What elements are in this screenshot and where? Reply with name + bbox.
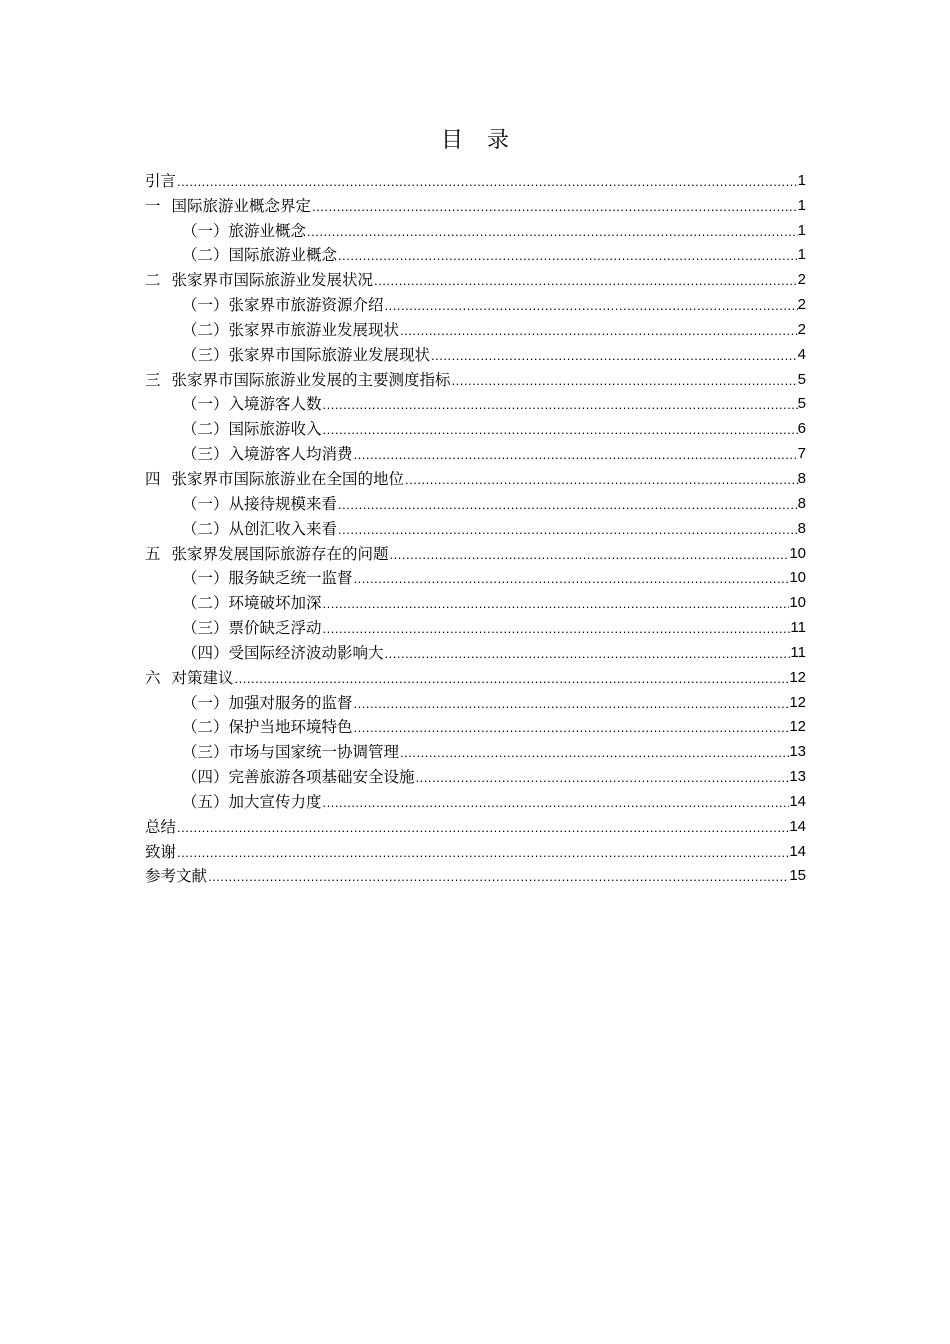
toc-dot-leader bbox=[322, 595, 790, 613]
toc-entry-label: 张家界发展国际旅游存在的问题 bbox=[171, 544, 389, 563]
toc-entry-label: 张家界市旅游资源介绍 bbox=[228, 296, 384, 315]
toc-dot-leader bbox=[176, 819, 789, 837]
toc-entry[interactable] bbox=[145, 439, 806, 464]
toc-page-number: 6 bbox=[797, 420, 806, 438]
toc-entry[interactable] bbox=[145, 340, 806, 365]
toc-page-number: 12 bbox=[789, 718, 806, 736]
toc-page-number: 8 bbox=[797, 519, 806, 537]
toc-entry[interactable] bbox=[145, 241, 806, 266]
toc-entry[interactable] bbox=[145, 613, 806, 638]
toc-entry-label: 国际旅游收入 bbox=[228, 420, 322, 439]
toc-entry[interactable] bbox=[145, 812, 806, 837]
toc-entry-label: 受国际经济波动影响大 bbox=[228, 643, 384, 662]
toc-entry-number: （一） bbox=[182, 296, 229, 315]
toc-dot-leader bbox=[322, 620, 791, 638]
table-of-contents bbox=[145, 166, 806, 886]
toc-page-number: 13 bbox=[789, 768, 806, 786]
toc-page-number: 10 bbox=[789, 594, 806, 612]
toc-page-number: 4 bbox=[797, 345, 806, 363]
toc-entry-number: （四） bbox=[182, 768, 229, 787]
page-title-char: 目 bbox=[440, 128, 463, 153]
toc-dot-leader bbox=[311, 198, 798, 216]
toc-dot-leader bbox=[176, 844, 789, 862]
toc-page-number: 1 bbox=[797, 196, 806, 214]
toc-page-number: 12 bbox=[789, 668, 806, 686]
toc-entry-label: 入境游客人数 bbox=[228, 395, 322, 414]
toc-entry[interactable] bbox=[145, 837, 806, 862]
toc-page-number: 11 bbox=[790, 619, 806, 637]
toc-page-number: 14 bbox=[789, 842, 806, 860]
toc-entry-label: 市场与国家统一协调管理 bbox=[228, 743, 400, 762]
toc-dot-leader bbox=[353, 570, 790, 588]
toc-page-number: 5 bbox=[797, 395, 806, 413]
toc-entry[interactable] bbox=[145, 265, 806, 290]
toc-entry-label: 环境破坏加深 bbox=[228, 594, 322, 613]
toc-entry-number: 五 bbox=[145, 544, 161, 563]
toc-page-number: 8 bbox=[797, 469, 806, 487]
toc-entry-number: （二） bbox=[182, 718, 229, 737]
toc-entry-number: 一 bbox=[145, 196, 161, 215]
toc-entry-label: 国际旅游业概念界定 bbox=[171, 196, 312, 215]
toc-entry[interactable] bbox=[145, 191, 806, 216]
toc-entry-label: 张家界市国际旅游业在全国的地位 bbox=[171, 469, 405, 488]
toc-entry-number: （一） bbox=[182, 395, 229, 414]
toc-entry-label: 张家界市国际旅游业发展的主要测度指标 bbox=[171, 370, 451, 389]
toc-entry[interactable] bbox=[145, 414, 806, 439]
toc-entry[interactable] bbox=[145, 390, 806, 415]
toc-entry[interactable] bbox=[145, 315, 806, 340]
toc-entry-number: （三） bbox=[182, 345, 229, 364]
toc-entry-label: 从接待规模来看 bbox=[228, 494, 338, 513]
toc-dot-leader bbox=[234, 670, 790, 688]
toc-entry-label: 完善旅游各项基础安全设施 bbox=[228, 768, 415, 787]
toc-entry-number: （二） bbox=[182, 420, 229, 439]
toc-page-number: 1 bbox=[797, 171, 806, 189]
toc-entry[interactable] bbox=[145, 688, 806, 713]
toc-entry[interactable] bbox=[145, 663, 806, 688]
toc-dot-leader bbox=[176, 173, 798, 191]
toc-page-number: 15 bbox=[789, 867, 806, 885]
toc-dot-leader bbox=[399, 322, 798, 340]
toc-dot-leader bbox=[337, 247, 798, 265]
toc-entry-label: 引言 bbox=[145, 171, 177, 190]
toc-entry-label: 加大宣传力度 bbox=[228, 792, 322, 811]
toc-dot-leader bbox=[207, 868, 789, 886]
toc-page-number: 7 bbox=[797, 445, 806, 463]
toc-entry-label: 致谢 bbox=[145, 842, 177, 861]
toc-dot-leader bbox=[415, 769, 790, 787]
toc-page-number: 11 bbox=[790, 643, 806, 661]
toc-page-number: 14 bbox=[789, 792, 806, 810]
toc-page-number: 10 bbox=[789, 569, 806, 587]
toc-entry-number: （一） bbox=[182, 569, 229, 588]
toc-entry-label: 张家界市旅游业发展现状 bbox=[228, 320, 400, 339]
toc-dot-leader bbox=[389, 546, 790, 564]
toc-entry-label: 张家界市国际旅游业发展状况 bbox=[171, 271, 374, 290]
toc-entry[interactable] bbox=[145, 216, 806, 241]
toc-page-number: 13 bbox=[789, 743, 806, 761]
toc-entry-number: 三 bbox=[145, 370, 161, 389]
toc-entry-number: （一） bbox=[182, 494, 229, 513]
toc-dot-leader bbox=[399, 744, 789, 762]
toc-entry[interactable] bbox=[145, 638, 806, 663]
toc-page-number: 1 bbox=[797, 221, 806, 239]
toc-dot-leader bbox=[353, 719, 790, 737]
toc-entry[interactable] bbox=[145, 489, 806, 514]
toc-entry-number: （二） bbox=[182, 594, 229, 613]
toc-entry-number: （一） bbox=[182, 693, 229, 712]
toc-entry-label: 对策建议 bbox=[171, 668, 234, 687]
toc-entry[interactable] bbox=[145, 862, 806, 887]
toc-entry-label: 服务缺乏统一监督 bbox=[228, 569, 353, 588]
toc-entry-number: 二 bbox=[145, 271, 161, 290]
toc-dot-leader bbox=[373, 272, 798, 290]
toc-entry[interactable] bbox=[145, 464, 806, 489]
toc-page-number: 1 bbox=[797, 246, 806, 264]
toc-page-number: 2 bbox=[797, 296, 806, 314]
toc-dot-leader bbox=[353, 446, 798, 464]
toc-entry-label: 总结 bbox=[145, 817, 177, 836]
toc-entry-number: （二） bbox=[182, 519, 229, 538]
toc-entry-number: （三） bbox=[182, 619, 229, 638]
toc-entry-number: （三） bbox=[182, 445, 229, 464]
toc-page-number: 8 bbox=[797, 494, 806, 512]
toc-entry-number: （二） bbox=[182, 246, 229, 265]
toc-entry-number: 四 bbox=[145, 469, 161, 488]
toc-entry-number: （五） bbox=[182, 792, 229, 811]
toc-entry[interactable] bbox=[145, 290, 806, 315]
toc-entry[interactable] bbox=[145, 762, 806, 787]
toc-page-number: 12 bbox=[789, 693, 806, 711]
toc-dot-leader bbox=[384, 297, 798, 315]
toc-page-number: 2 bbox=[797, 271, 806, 289]
toc-entry-label: 从创汇收入来看 bbox=[228, 519, 338, 538]
toc-page-number: 2 bbox=[797, 320, 806, 338]
toc-entry[interactable] bbox=[145, 737, 806, 762]
toc-dot-leader bbox=[353, 695, 790, 713]
toc-dot-leader bbox=[451, 372, 798, 390]
toc-entry-label: 保护当地环境特色 bbox=[228, 718, 353, 737]
page-title-char: 录 bbox=[487, 128, 510, 153]
toc-dot-leader bbox=[306, 223, 798, 241]
page-title bbox=[0, 126, 950, 156]
toc-entry-label: 入境游客人均消费 bbox=[228, 445, 353, 464]
toc-entry-number: （四） bbox=[182, 643, 229, 662]
toc-dot-leader bbox=[322, 396, 798, 414]
toc-page-number: 5 bbox=[797, 370, 806, 388]
toc-entry[interactable] bbox=[145, 514, 806, 539]
toc-entry-number: 六 bbox=[145, 668, 161, 687]
toc-entry[interactable] bbox=[145, 166, 806, 191]
toc-dot-leader bbox=[322, 421, 798, 439]
toc-dot-leader bbox=[430, 347, 798, 365]
toc-page-number: 10 bbox=[789, 544, 806, 562]
toc-entry[interactable] bbox=[145, 564, 806, 589]
toc-entry-label: 张家界市国际旅游业发展现状 bbox=[228, 345, 431, 364]
toc-entry[interactable] bbox=[145, 588, 806, 613]
toc-page-number: 14 bbox=[789, 817, 806, 835]
toc-dot-leader bbox=[384, 645, 791, 663]
toc-dot-leader bbox=[322, 794, 790, 812]
toc-dot-leader bbox=[404, 471, 798, 489]
toc-entry-label: 国际旅游业概念 bbox=[228, 246, 338, 265]
toc-entry-label: 旅游业概念 bbox=[228, 221, 307, 240]
toc-entry[interactable] bbox=[145, 365, 806, 390]
toc-entry-number: （二） bbox=[182, 320, 229, 339]
toc-dot-leader bbox=[337, 496, 798, 514]
toc-entry-label: 票价缺乏浮动 bbox=[228, 619, 322, 638]
toc-entry[interactable] bbox=[145, 787, 806, 812]
toc-entry[interactable] bbox=[145, 713, 806, 738]
toc-entry-number: （一） bbox=[182, 221, 229, 240]
toc-entry-label: 参考文献 bbox=[145, 867, 208, 886]
toc-entry-number: （三） bbox=[182, 743, 229, 762]
toc-entry-label: 加强对服务的监督 bbox=[228, 693, 353, 712]
toc-entry[interactable] bbox=[145, 539, 806, 564]
toc-dot-leader bbox=[337, 521, 798, 539]
